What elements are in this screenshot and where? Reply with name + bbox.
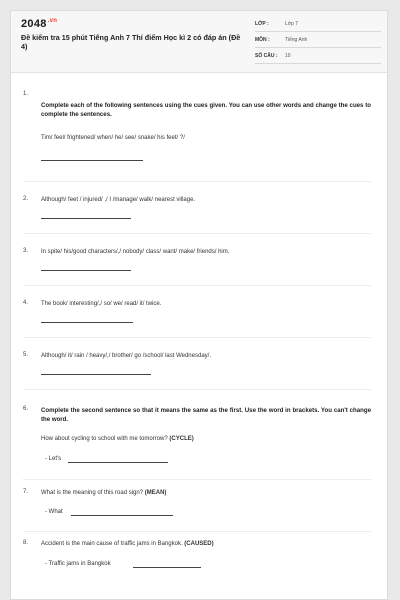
question-text: Tim/ feel/ frightened/ when/ he/ see/ snake/ his feet/ ?/ [41, 135, 185, 141]
worksheet-header [11, 11, 387, 73]
question-item [23, 338, 371, 390]
question-number: 5. [23, 352, 29, 358]
answer-prefix [45, 560, 111, 569]
question-instruction: Complete the second sentence so that it means the same as the first. Use the word in brackets. You can't change the word. [41, 407, 371, 423]
answer-line[interactable] [41, 374, 151, 375]
question-item [23, 234, 371, 286]
question-keyword: (CYCLE) [169, 436, 194, 442]
question-item [23, 182, 371, 234]
meta-value: Tiếng Anh [285, 37, 308, 43]
question-sentence: Accident is the main cause of traffic jams in Bangkok. [41, 541, 183, 547]
worksheet-page [10, 10, 388, 600]
question-text: The book/ interesting/,/ so/ we/ read/ it/ twice. [41, 301, 162, 307]
meta-row-subject [255, 33, 381, 48]
document-title: Đề kiểm tra 15 phút Tiếng Anh 7 Thí điểm Học kì 2 có đáp án (Đề 4) [21, 33, 241, 51]
question-item [23, 73, 371, 182]
question-item [23, 532, 371, 580]
question-number: 1. [23, 91, 29, 97]
answer-prefix [45, 455, 61, 464]
answer-line[interactable] [41, 322, 133, 323]
site-logo[interactable] [21, 18, 57, 30]
meta-value: Lớp 7 [285, 21, 299, 27]
question-item [23, 286, 371, 338]
answer-line[interactable] [41, 270, 131, 271]
answer-line[interactable] [71, 515, 173, 516]
meta-panel [255, 17, 381, 65]
meta-label: LỚP : [255, 21, 269, 27]
answer-line[interactable] [41, 218, 131, 219]
answer-prefix [45, 508, 63, 517]
meta-row-count [255, 49, 381, 64]
answer-prefix-text: - Traffic jams in Bangkok [45, 561, 111, 567]
question-text: Although/ feet / injured/ ,/ I /manage/ walk/ nearest village. [41, 197, 196, 203]
meta-value: 10 [285, 53, 291, 59]
question-number: 7. [23, 489, 29, 495]
question-number: 8. [23, 540, 29, 546]
question-sentence: What is the meaning of this road sign? [41, 490, 144, 496]
logo-text: 2048 [21, 18, 47, 30]
question-number: 3. [23, 248, 29, 254]
question-text [41, 435, 194, 444]
answer-prefix-text: - Let's [45, 456, 62, 462]
question-text: In spite/ his/good characters/,/ nobody/ class/ want/ make/ friends/ him. [41, 249, 230, 255]
question-instruction: Complete each of the following sentences using the cues given. You can use other words and change the cues to complete the sentences. [41, 102, 371, 118]
question-number: 2. [23, 196, 29, 202]
question-text: Although/ it/ rain / heavy/,/ brother/ go /school/ last Wednesday/. [41, 353, 211, 359]
question-keyword: (MEAN) [144, 490, 167, 496]
question-keyword: (CAUSED) [184, 541, 214, 547]
meta-label: MÔN : [255, 37, 270, 43]
answer-line[interactable] [68, 462, 168, 463]
answer-prefix-text: - What [45, 509, 63, 515]
question-number: 4. [23, 300, 29, 306]
answer-line[interactable] [133, 567, 201, 568]
answer-line[interactable] [41, 160, 143, 161]
question-sentence: How about cycling to school with me tomorrow? [41, 436, 168, 442]
question-text [41, 489, 166, 498]
meta-label: SỐ CÂU : [255, 53, 278, 59]
question-item [23, 480, 371, 532]
logo-suffix: .vn [47, 18, 58, 25]
question-item [23, 390, 371, 480]
meta-row-class [255, 17, 381, 32]
question-number: 6. [23, 406, 29, 412]
question-list [11, 73, 387, 580]
question-text [41, 540, 214, 549]
